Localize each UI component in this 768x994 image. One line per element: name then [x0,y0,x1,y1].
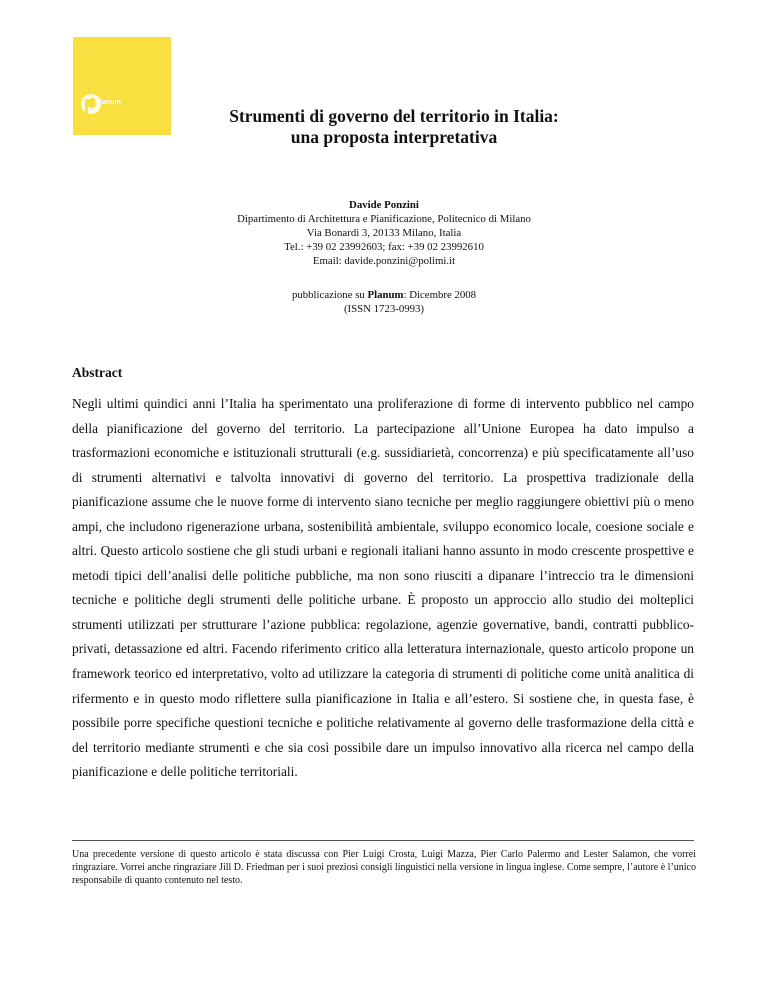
publication-prefix: pubblicazione su [291,289,368,301]
author-affiliation: Dipartimento di Architettura e Pianificazione, Politecnico di Milano [237,213,531,225]
paper-title [0,106,768,148]
abstract-heading: Abstract [72,365,123,380]
title-line-1: Strumenti di governo del territorio in Italia: [229,106,559,126]
planum-wordmark: planum [95,99,122,106]
publication-line [0,288,768,302]
publication-info [0,288,768,316]
author-block [0,198,768,268]
author-name: Davide Ponzini [349,199,419,211]
author-phone: Tel.: +39 02 23992603; fax: +39 02 23992610 [284,241,484,253]
publication-issn: (ISSN 1723-0993) [343,303,425,315]
footnote-divider [72,840,694,841]
title-line-2: una proposta interpretativa [290,127,498,147]
footnote-text: Una precedente versione di questo articolo è stata discussa con Pier Luigi Crosta, Luigi Mazza, Pier Carlo Palermo and Lester Salamon, che vorrei ringraziare. Vorrei anche ringraziare Jill D. Friedman per i suoi preziosi consigli linguistici nella versione in lingua inglese. Come sempre, l’autore è l’unico responsabile di quanto contenuto nel testo. [72,849,696,886]
author-email[interactable]: Email: davide.ponzini@polimi.it [312,255,456,267]
author-address: Via Bonardi 3, 20133 Milano, Italia [306,227,462,239]
publication-journal: Planum [367,289,404,301]
abstract-text: Negli ultimi quindici anni l’Italia ha sperimentato una proliferazione di forme di intervento pubblico nel campo della pianificazione del governo del territorio. La partecipazione all’Unione Europea ha dato impulso a trasformazioni economiche e istituzionali strutturali (e.g. sussidiarietà, concorrenza) e più specificatamente all’uso di strumenti alternativi e talvolta innovativi di governo del territorio. La prospettiva tradizionale della pianificazione assume che le nuove forme di intervento siano tecniche per meglio raggiungere obiettivi più o meno ampi, che includono rigenerazione urbana, sostenibilità ambientale, sviluppo economico locale, coesione sociale e altri. Questo articolo sostiene che gli studi urbani e regionali italiani hanno assunto in modo crescente prospettive e metodi tipici dell’analisi delle politiche pubbliche, ma non sono riusciti a dipanare l’intreccio tra le dimensioni tecniche e politiche degli strumenti delle politiche urbane. È proposto un approccio allo studio dei molteplici strumenti utilizzati per strutturare l’azione pubblica: regolazione, agenzie governative, bandi, contratti pubblico-privati, detassazione ed altri. Facendo riferimento critico alla letteratura internazionale, questo articolo propone un framework teorico ed interpretativo, volto ad utilizzare la categoria di strumenti di politiche come unità analitica di rifermento e in questo modo riflettere sulla pianificazione in Italia e all’estero. Si sostiene che, in questa fase, è possibile porre specifiche questioni tecniche e politiche relativamente al governo delle trasformazione della città e del territorio mediante strumenti e che sia così possibile dare un impulso innovativo alla ricerca nel campo della pianificazione e delle politiche territoriali. [72,396,694,780]
publication-date: : Dicembre 2008 [403,289,477,301]
